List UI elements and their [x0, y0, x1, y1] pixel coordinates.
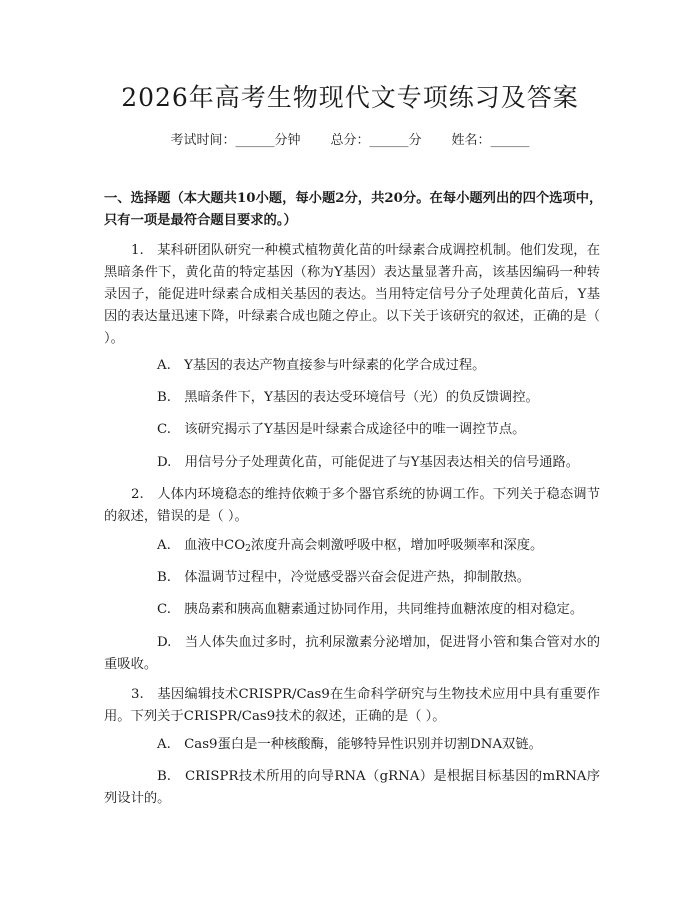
question-3-option-a: A. Cas9蛋白是一种核酸酶，能够特异性识别并切割DNA双链。: [157, 737, 542, 752]
time-label: 考试时间：: [170, 133, 236, 148]
question-2-option-b: B. 体温调节过程中，冷觉感受器兴奋会促进产热，抑制散热。: [157, 570, 531, 585]
question-3-stem: 3. 基因编辑技术CRISPR/Cas9在生命科学研究与生物技术应用中具有重要作用。下列关于CRISPR/Cas9技术的叙述，正确的是（ ）。: [104, 687, 600, 724]
co2-subscript: 2: [245, 544, 251, 554]
question-1-option-d: D. 用信号分子处理黄化苗，可能促进了与Y基因表达相关的信号通路。: [157, 455, 580, 470]
page-title: 2026年高考生物现代文专项练习及答案: [121, 83, 579, 112]
question-1-option-b: B. 黑暗条件下，Y基因的表达受环境信号（光）的负反馈调控。: [157, 390, 539, 405]
question-3-option-b: B. CRISPR技术所用的向导RNA（gRNA）是根据目标基因的mRNA序列设计的。: [104, 769, 600, 806]
question-2-option-a-text: A. 血液中CO: [157, 538, 246, 553]
exam-info-line: [0, 131, 700, 151]
section-heading: 一、选择题（本大题共10小题，每小题2分，共20分。在每小题列出的四个选项中，只有一项是最符合题目要求的。）: [104, 191, 603, 228]
score-unit: 分: [408, 133, 422, 148]
score-blank: ______: [369, 133, 409, 148]
question-2-option-a-rest: 浓度升高会刺激呼吸中枢，增加呼吸频率和深度。: [250, 538, 544, 553]
question-2-option-a: [104, 535, 600, 557]
time-unit: 分钟: [274, 133, 301, 148]
question-1-stem: 1. 某科研团队研究一种模式植物黄化苗的叶绿素合成调控机制。他们发现，在黑暗条件下，黄化苗的特定基因（称为Y基因）表达量显著升高，该基因编码一种转录因子，能促进叶绿素合成相关基因的表达。当用特定信号分子处理黄化苗后，Y基因的表达量迅速下降，叶绿素合成也随之停止。以下关于该研究的叙述，正确的是（ ）。: [104, 243, 600, 346]
question-2-stem: 2. 人体内环境稳态的维持依赖于多个器官系统的协调工作。下列关于稳态调节的叙述，错误的是（ ）。: [104, 487, 600, 524]
question-1-option-a: A. Y基因的表达产物直接参与叶绿素的化学合成过程。: [157, 358, 486, 373]
question-2-option-c: C. 胰岛素和胰高血糖素通过协同作用，共同维持血糖浓度的相对稳定。: [157, 602, 584, 617]
name-blank: ______: [490, 133, 530, 148]
score-label: 总分：: [330, 133, 370, 148]
question-2-option-d: D. 当人体失血过多时，抗利尿激素分泌增加，促进肾小管和集合管对水的重吸收。: [104, 635, 600, 672]
name-label: 姓名：: [451, 133, 491, 148]
time-blank: ______: [235, 133, 275, 148]
question-1-option-c: C. 该研究揭示了Y基因是叶绿素合成途径中的唯一调控节点。: [157, 422, 526, 437]
